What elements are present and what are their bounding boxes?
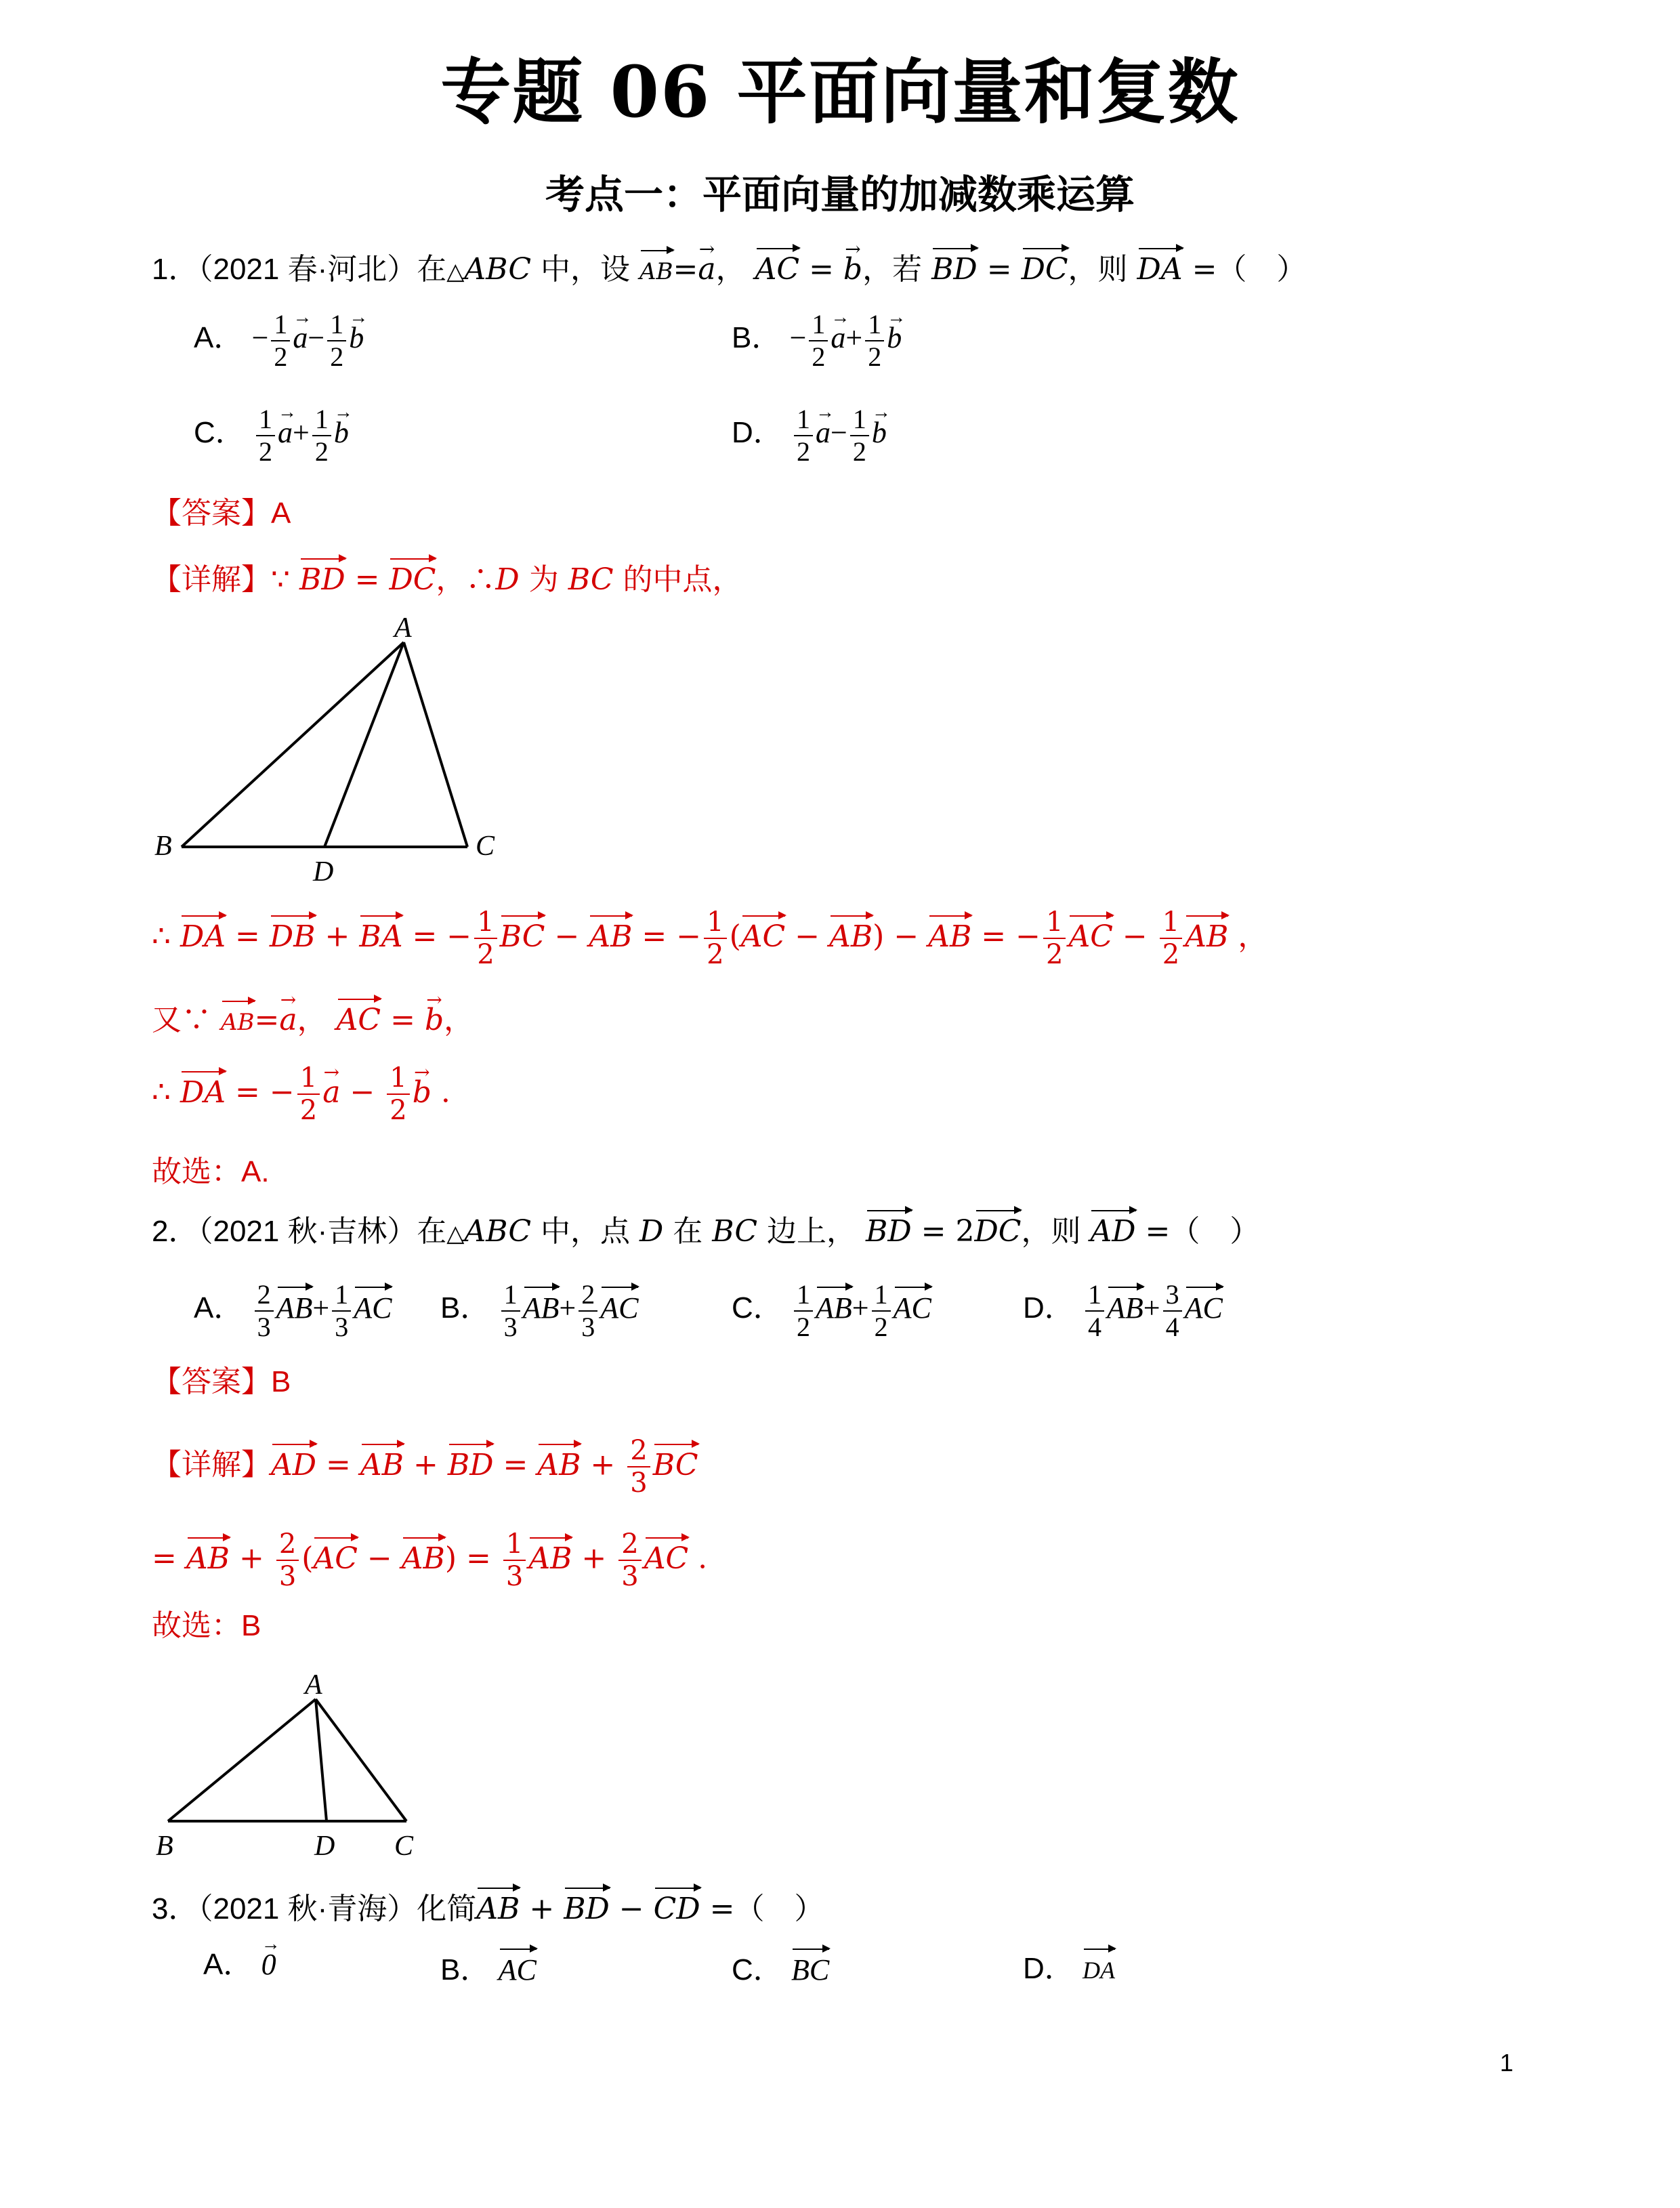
q2-option-a[interactable]: A． $\frac{2}{3}$ AB+ $\frac{1}{3}$ AC [194, 1279, 392, 1342]
question-1-stem: 1．（2021 春·河北）在△ABC 中，设 AB=a →， AC = b →，若 BD = DC，则 DA =（ ） [152, 244, 1306, 292]
q1-step-1: ∴ DA = DB + BA = − $\frac{1}{2}$ BC − AB = − $\frac{1}{2}$ (AC − AB) − AB = − $\frac{1}{2}$ AC − $\frac{1}{2}$ AB ， [152, 907, 1268, 970]
q2-option-d[interactable]: D． $\frac{1}{4}$ AB+ $\frac{3}{4}$ AC [1023, 1279, 1223, 1342]
q2-option-b[interactable]: B． $\frac{1}{3}$ AB+ $\frac{2}{3}$ AC [440, 1279, 639, 1342]
section-heading: 考点一：平面向量的加减数乘运算 [545, 171, 1135, 217]
q3-option-d[interactable]: D． DA [1023, 1944, 1115, 1991]
question-2-stem: 2．（2021 秋·吉林）在△ABC 中，点 D 在 BC 边上， BD = 2DC，则 AD =（ ） [152, 1206, 1259, 1254]
q1-step-3: ∴ DA = − $\frac{1}{2}$ a → − $\frac{1}{2}$ b → . [152, 1062, 450, 1126]
q2-option-c[interactable]: C． $\frac{1}{2}$ AB+ $\frac{1}{2}$ AC [732, 1279, 931, 1342]
q1-option-b[interactable]: B． − $\frac{1}{2}$ a →+ $\frac{1}{2}$ b → [732, 309, 902, 373]
q2-detail-1: 【详解】AD = AB + BD = AB + $\frac{2}{3}$ BC [152, 1435, 698, 1499]
triangle-figure-2 [149, 1667, 447, 1870]
vertex-d-label: D [313, 856, 334, 888]
question-3-stem: 3．（2021 秋·青海）化简AB + BD − CD =（ ） [152, 1883, 824, 1930]
q1-option-c[interactable]: C． $\frac{1}{2}$ a →+ $\frac{1}{2}$ b → [194, 404, 349, 467]
q1-option-a[interactable]: A． − $\frac{1}{2}$ a →− $\frac{1}{2}$ b → [194, 309, 364, 373]
vertex-c-label: C [394, 1831, 414, 1862]
vertex-d-label: D [314, 1831, 335, 1862]
q1-step-2: 又∵ AB=a →， AC = b →， [152, 995, 474, 1043]
vertex-b-label: B [154, 831, 172, 862]
q1-option-d[interactable]: D． $\frac{1}{2}$ a →− $\frac{1}{2}$ b → [732, 404, 887, 467]
triangle-figure-1 [149, 610, 528, 894]
q3-option-a[interactable]: A． 0 → [203, 1944, 276, 1985]
q3-option-b[interactable]: B． AC [440, 1944, 537, 1991]
page-number: 1 [1500, 2049, 1514, 2077]
vertex-a-label: A [305, 1669, 322, 1701]
q1-answer: 【答案】A [152, 497, 291, 530]
vertex-c-label: C [476, 831, 495, 862]
q2-choice: 故选：B [152, 1609, 261, 1642]
page-title: 专题 06 平面向量和复数 [440, 50, 1240, 133]
q1-choice: 故选：A. [152, 1155, 270, 1188]
q1-prefix: 1．（2021 春·河北）在 [152, 253, 447, 286]
q2-answer: 【答案】B [152, 1365, 291, 1398]
vertex-b-label: B [156, 1831, 173, 1862]
q1-detail: 【详解】∵ BD = DC，∴D 为 BC 的中点， [152, 554, 742, 600]
vertex-a-label: A [394, 612, 412, 644]
q3-option-c[interactable]: C． BC [732, 1944, 829, 1991]
q2-detail-2: = AB + $\frac{2}{3}$ (AC − AB) = $\frac{1}{3}$ AB + $\frac{2}{3}$ AC . [152, 1528, 708, 1592]
